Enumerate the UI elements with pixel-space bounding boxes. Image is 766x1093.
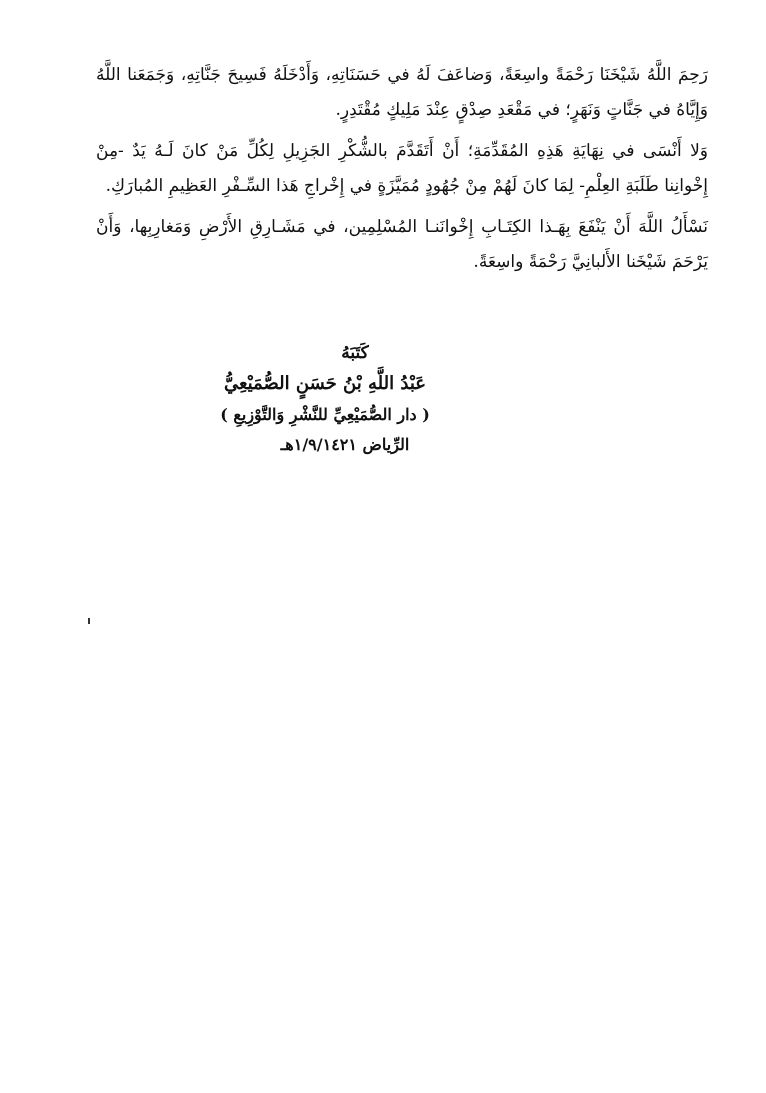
signature-block: [140, 338, 510, 460]
text-line: يَدٌ -مِنْ إِخْوانِنا طَلَبَةِ العِلْمِ- لِمَا كانَ لَهُمْ مِنْ جُهُودٍ مُمَيَّزَةٍ في إِخْراجِ هَذا السِّـفْرِ: [96, 141, 708, 196]
signature-place-date: الرِّياض ١/٩/١٤٢١هـ: [280, 435, 410, 454]
signature-kataba: كَتَبَهُ: [341, 343, 369, 363]
text-line: جَنَّاتِهِ، وَجَمَعَنا اللَّهُ وَإِيَّاهُ في جَنَّاتٍ وَنَهَرٍ؛ في مَقْعَدِ صِدْقٍ عِنْدَ مَلِيكٍ مُقْتَدِرٍ.: [96, 65, 708, 120]
paragraph-1: [96, 58, 708, 128]
paragraph-3: [96, 210, 708, 280]
signature-publisher: ( دار الصُّمَيْعِيِّ للنَّشْرِ وَالتَّوْزِيعِ ): [220, 405, 430, 424]
text-line: رَحِمَ اللَّهُ شَيْخَنَا رَحْمَةً واسِعَةً، وَضاعَفَ لَهُ في حَسَنَاتِهِ، وَأَدْخَلَهُ فَسِيحَ: [227, 65, 708, 85]
text-line: العَظِيمِ المُبارَكِ.: [105, 176, 218, 196]
text-line: وَلا أَنْسَى في نِهَايَةِ هَذِهِ المُقَدِّمَةِ؛ أَنْ أَتَقَدَّمَ بالشُّكْرِ الجَزِيلِ لِكُلِّ مَنْ كانَ لَـهُ: [154, 141, 708, 161]
paragraph-2: [96, 134, 708, 204]
text-line: وَمَغارِبِها، وَأَنْ يَرْحَمَ شَيْخَنا الأَلبانِيَّ رَحْمَةً واسِعَةً.: [96, 217, 708, 272]
body-text: [96, 58, 708, 280]
scan-mark: [88, 618, 90, 624]
text-line: نَسْأَلُ اللَّهَ أَنْ يَنْفَعَ بِهَـذا الكِتَـابِ إِخْوانَنـا المُسْلِمِين، في مَشَـارِقِ الأَرْضِ: [198, 217, 709, 237]
signature-author: عَبْدُ اللَّهِ بْنُ حَسَنٍ الصُّمَيْعِيُّ: [224, 373, 426, 394]
